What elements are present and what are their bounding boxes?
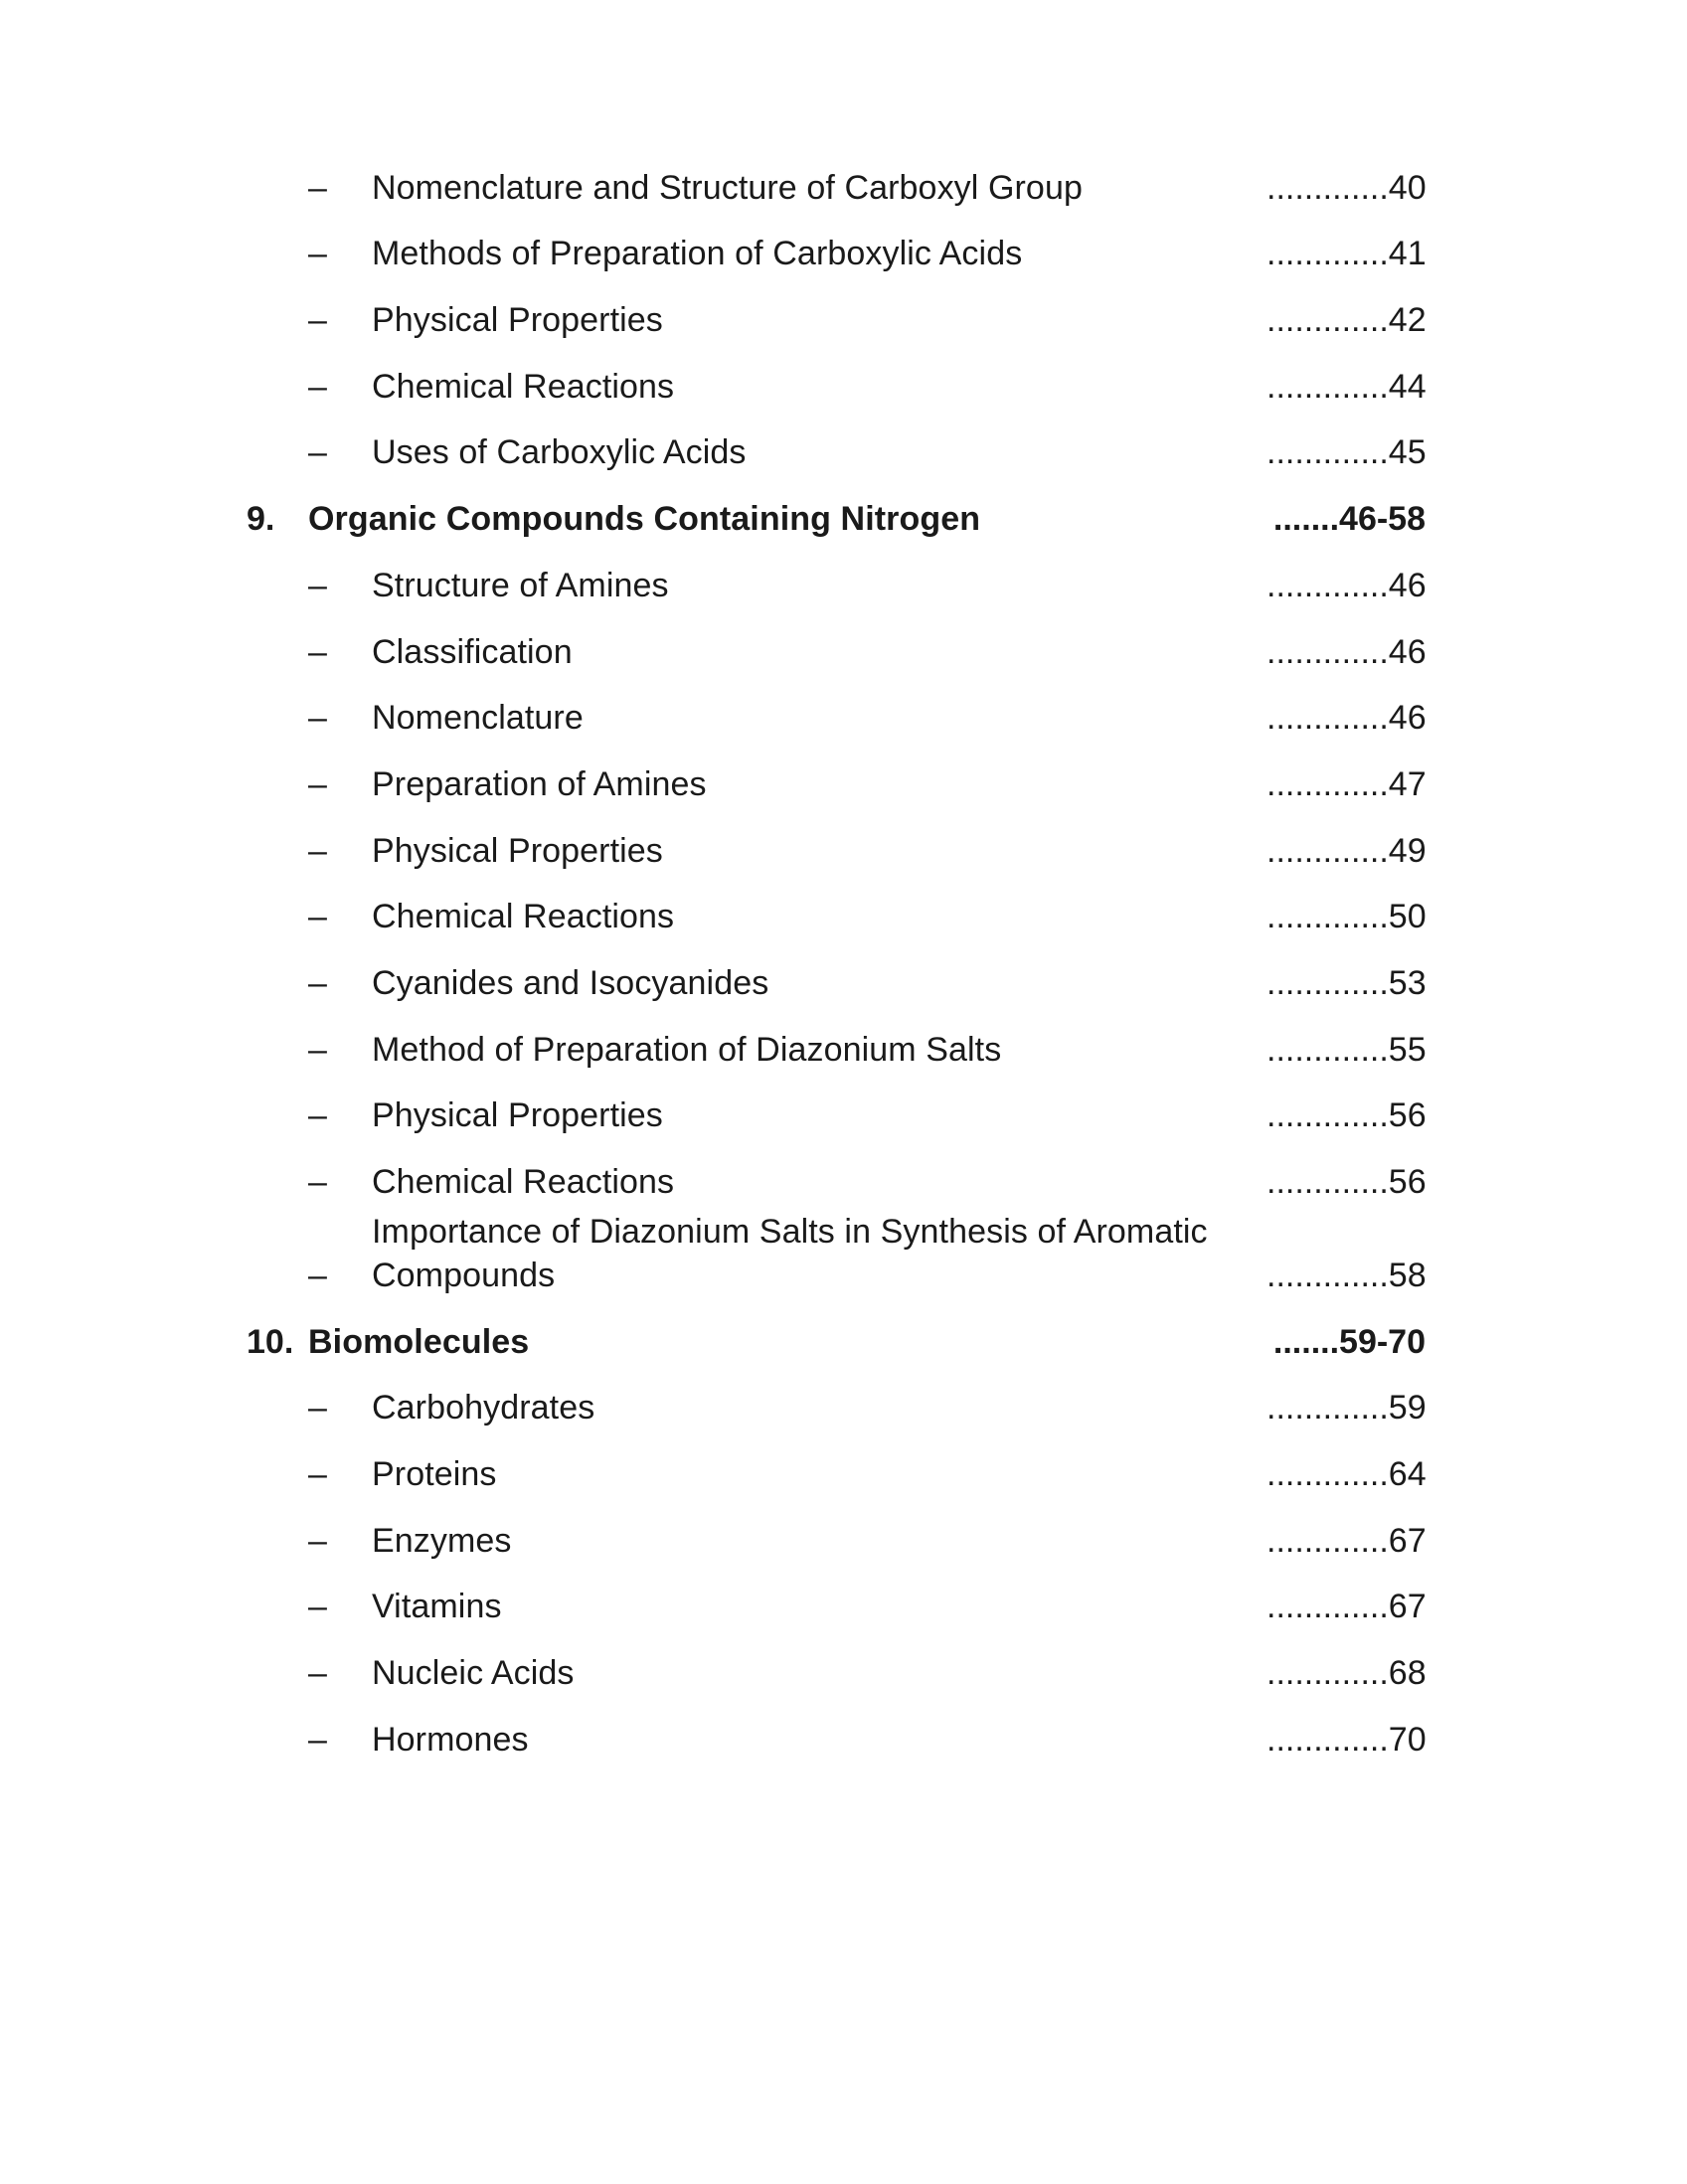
- entry-title: Chemical Reactions: [372, 367, 675, 406]
- page-reference: .............44: [1266, 367, 1427, 406]
- page-reference: .............59: [1266, 1389, 1427, 1428]
- toc-entry[interactable]: [247, 1370, 1426, 1436]
- page-reference: .............53: [1266, 963, 1427, 1002]
- toc-entry[interactable]: [247, 1701, 1426, 1767]
- entry-dash: –: [308, 1163, 327, 1201]
- entry-title: Importance of Diazonium Salts in Synthesis of Aromatic Compounds: [372, 1213, 1208, 1294]
- toc-entry[interactable]: [247, 415, 1426, 481]
- entry-title: Chemical Reactions: [372, 898, 675, 936]
- entry-title: Carbohydrates: [372, 1389, 595, 1428]
- entry-dash: –: [308, 433, 327, 472]
- entry-dash: –: [308, 1096, 327, 1135]
- toc-entry[interactable]: [247, 1078, 1426, 1144]
- entry-title: Structure of Amines: [372, 566, 669, 604]
- page-reference: .............41: [1266, 235, 1427, 273]
- page-reference: .............58: [1266, 1257, 1427, 1294]
- page-reference: .............46: [1266, 566, 1427, 604]
- entry-dash: –: [308, 1389, 327, 1428]
- page-reference: .............49: [1266, 831, 1427, 870]
- entry-dash: –: [308, 963, 327, 1002]
- entry-title: Nucleic Acids: [372, 1654, 575, 1693]
- chapter-number: 9.: [247, 500, 275, 539]
- entry-dash: –: [308, 699, 327, 738]
- entry-title: Nomenclature and Structure of Carboxyl Group: [372, 168, 1083, 207]
- entry-title: Uses of Carboxylic Acids: [372, 433, 747, 472]
- entry-title: Physical Properties: [372, 301, 663, 340]
- toc-entry[interactable]: [247, 149, 1426, 216]
- entry-dash: –: [308, 632, 327, 671]
- entry-dash: –: [308, 301, 327, 340]
- entry-dash: –: [308, 367, 327, 406]
- toc-entry[interactable]: [247, 1435, 1426, 1502]
- toc-entry[interactable]: [247, 680, 1426, 747]
- page-reference: .............46: [1266, 699, 1427, 738]
- entry-dash: –: [308, 764, 327, 803]
- page-reference: .............40: [1266, 168, 1427, 207]
- page-reference: .............46: [1266, 632, 1427, 671]
- entry-title: Chemical Reactions: [372, 1163, 675, 1201]
- toc-entry[interactable]: [247, 1011, 1426, 1078]
- page-reference: .............67: [1266, 1521, 1427, 1560]
- toc-chapter-entry[interactable]: [247, 1303, 1426, 1370]
- table-of-contents: [247, 149, 1426, 1767]
- page-reference: .............68: [1266, 1654, 1427, 1693]
- toc-chapter-entry[interactable]: [247, 480, 1426, 547]
- toc-entry[interactable]: [247, 547, 1426, 613]
- toc-entry[interactable]: [247, 1502, 1426, 1569]
- toc-entry[interactable]: [247, 812, 1426, 879]
- entry-dash: –: [308, 1588, 327, 1626]
- entry-title: Hormones: [372, 1720, 529, 1759]
- page-reference: .......59-70: [1272, 1322, 1426, 1361]
- entry-dash: –: [308, 235, 327, 273]
- toc-entry[interactable]: [247, 944, 1426, 1011]
- page-reference: .............64: [1266, 1455, 1427, 1494]
- page-reference: .............56: [1266, 1163, 1427, 1201]
- entry-title: Nomenclature: [372, 699, 584, 738]
- entry-dash: –: [308, 1654, 327, 1693]
- page-reference: .......46-58: [1272, 500, 1426, 539]
- entry-dash: –: [308, 1521, 327, 1560]
- page-reference: .............70: [1266, 1720, 1427, 1759]
- page-reference: .............50: [1266, 898, 1427, 936]
- entry-dash: –: [308, 1720, 327, 1759]
- page-reference: .............56: [1266, 1096, 1427, 1135]
- toc-entry[interactable]: [247, 1210, 1426, 1303]
- toc-entry[interactable]: [247, 1143, 1426, 1210]
- entry-dash: –: [308, 1455, 327, 1494]
- entry-dash: –: [308, 1257, 327, 1294]
- entry-title: Physical Properties: [372, 1096, 663, 1135]
- page-reference: .............47: [1266, 764, 1427, 803]
- toc-entry[interactable]: [247, 1634, 1426, 1701]
- toc-entry[interactable]: [247, 1569, 1426, 1635]
- entry-title: Vitamins: [372, 1588, 502, 1626]
- page-reference: .............45: [1266, 433, 1427, 472]
- entry-dash: –: [308, 898, 327, 936]
- entry-title: Enzymes: [372, 1521, 512, 1560]
- entry-title: Cyanides and Isocyanides: [372, 963, 769, 1002]
- toc-entry[interactable]: [247, 216, 1426, 282]
- page-reference: .............55: [1266, 1030, 1427, 1069]
- entry-dash: –: [308, 566, 327, 604]
- entry-dash: –: [308, 168, 327, 207]
- entry-title: Methods of Preparation of Carboxylic Acids: [372, 235, 1023, 273]
- chapter-number: 10.: [247, 1322, 294, 1361]
- toc-entry[interactable]: [247, 613, 1426, 680]
- toc-entry[interactable]: [247, 348, 1426, 415]
- entry-title: Method of Preparation of Diazonium Salts: [372, 1030, 1002, 1069]
- toc-entry[interactable]: [247, 879, 1426, 945]
- entry-dash: –: [308, 1030, 327, 1069]
- page-reference: .............67: [1266, 1588, 1427, 1626]
- entry-title: Physical Properties: [372, 831, 663, 870]
- toc-entry[interactable]: [247, 746, 1426, 812]
- entry-title: Classification: [372, 632, 573, 671]
- chapter-title: Biomolecules: [308, 1322, 530, 1361]
- toc-entry[interactable]: [247, 281, 1426, 348]
- entry-title: Proteins: [372, 1455, 497, 1494]
- page-reference: .............42: [1266, 301, 1427, 340]
- chapter-title: Organic Compounds Containing Nitrogen: [308, 500, 981, 539]
- entry-dash: –: [308, 831, 327, 870]
- entry-title: Preparation of Amines: [372, 764, 707, 803]
